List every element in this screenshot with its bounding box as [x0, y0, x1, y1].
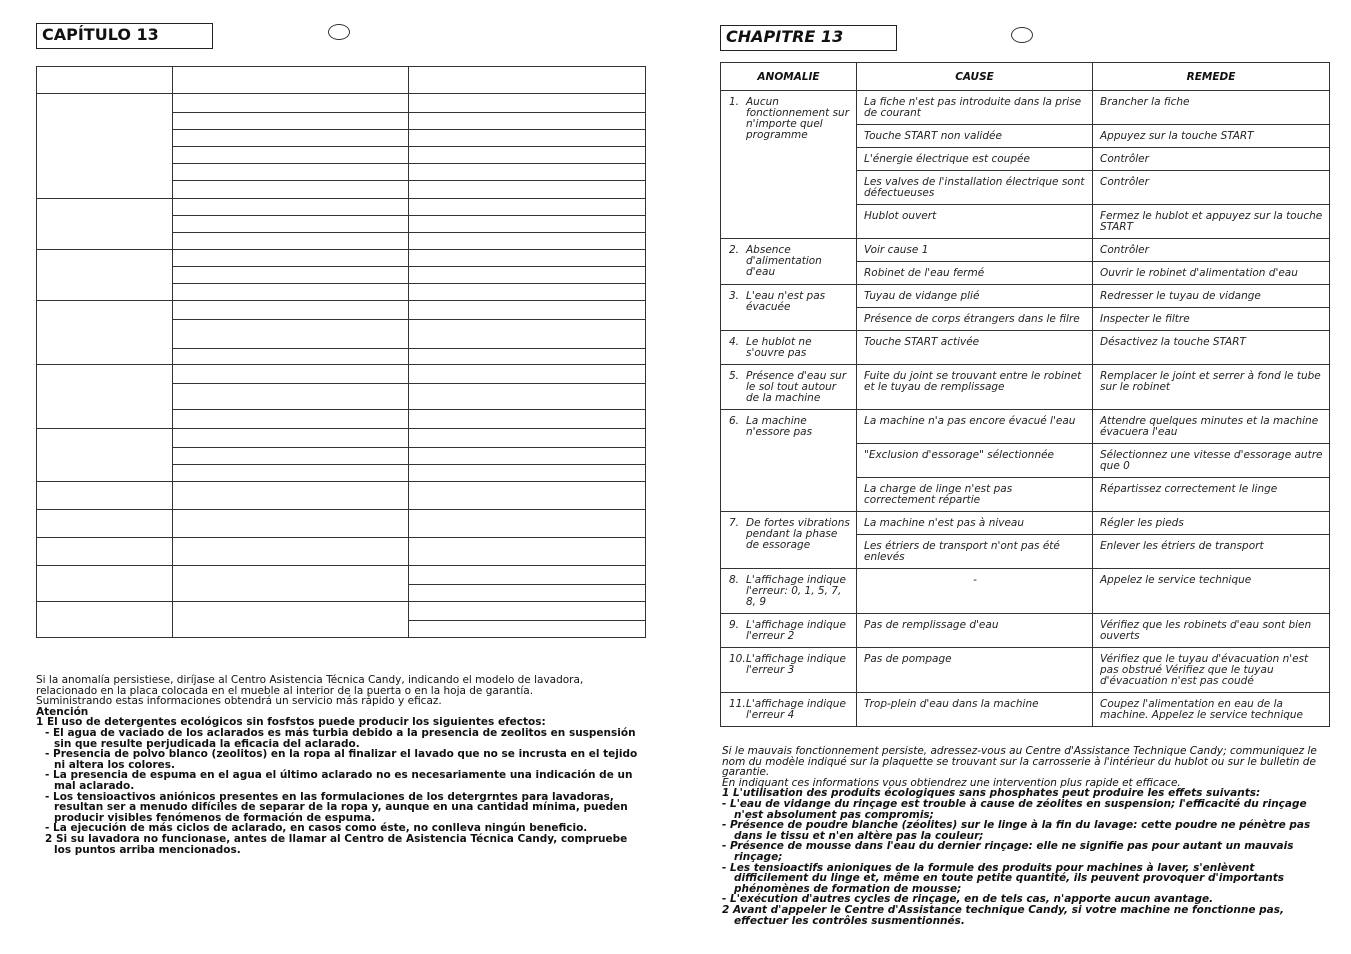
table-row [37, 510, 646, 538]
cause-cell [173, 538, 409, 566]
table-row [721, 648, 1330, 693]
cause-cell [173, 365, 409, 384]
anomaly-number: 6. [729, 415, 740, 427]
table-row [721, 285, 1330, 308]
cause-cell [173, 267, 409, 284]
anomaly-text: L'affichage indique l'erreur: 0, 1, 5, 7, 8, 9 [746, 574, 846, 608]
cause-cell: Présence de corps étrangers dans le filre [857, 308, 1093, 331]
note-point-1: 1 L'utilisation des produits écologiques sans phosphates peut produire les effets suivants: [722, 787, 1261, 800]
notes-fr [722, 746, 1332, 926]
table-row [721, 91, 1330, 125]
anomaly-text: L'affichage indique l'erreur 4 [746, 698, 846, 721]
anomaly-number: 5. [729, 370, 740, 382]
table-row [721, 365, 1330, 410]
cause-cell [173, 349, 409, 365]
table-header-cell [173, 67, 409, 94]
note-bullet-2: - Présence de poudre blanche (zéolites) sur le linge à la fin du lavage: cette poudre ne pénètre pas dans le tissu et n'en altère pas la couleur; [722, 819, 1311, 842]
anomaly-cell [721, 410, 857, 512]
anomaly-text: Le hublot ne s'ouvre pas [746, 336, 812, 359]
note-bullet-1: - L'eau de vidange du rinçage est trouble à cause de zéolites en suspension; l'efficacité du rinçage n'est absolument pas compromis; [722, 797, 1307, 821]
anomaly-text: L'affichage indique l'erreur 2 [746, 619, 846, 642]
anomaly-text: De fortes vibrations pendant la phase de essorage [746, 517, 850, 551]
cause-cell: Touche START non validée [857, 125, 1093, 148]
remedy-cell [409, 365, 646, 384]
table-row [37, 482, 646, 510]
table-row [37, 365, 646, 384]
remedy-cell [409, 429, 646, 448]
anomaly-cell [721, 512, 857, 569]
remedy-cell [409, 465, 646, 482]
remedy-cell: Remplacer le joint et serrer à fond le tube sur le robinet [1093, 365, 1330, 410]
anomaly-cell [37, 94, 173, 199]
table-row [721, 614, 1330, 648]
troubleshooting-table-fr [720, 62, 1330, 727]
remedy-cell [409, 602, 646, 621]
note-bullet-3: - La presencia de espuma en el agua el último aclarado no es necesariamente una indicación de un mal aclarado. [45, 769, 633, 792]
anomaly-cell [721, 239, 857, 285]
remedy-cell [409, 410, 646, 429]
table-row [37, 301, 646, 320]
chapter-title-es: CAPÍTULO 13 [36, 23, 213, 49]
remedy-cell: Ouvrir le robinet d'alimentation d'eau [1093, 262, 1330, 285]
anomaly-number: 7. [729, 517, 740, 529]
remedy-cell [409, 147, 646, 164]
cause-cell: Hublot ouvert [857, 205, 1093, 239]
cause-cell: La charge de linge n'est pas correctement répartie [857, 478, 1093, 512]
remedy-cell: Attendre quelques minutes et la machine évacuera l'eau [1093, 410, 1330, 444]
anomaly-text: Présence d'eau sur le sol tout autour de la machine [746, 370, 847, 404]
remedy-cell [409, 482, 646, 510]
remedy-cell [409, 510, 646, 538]
anomaly-cell [721, 648, 857, 693]
cause-cell [173, 510, 409, 538]
note-bullet-2: - Presencia de polvo blanco (zeolitos) en la ropa al finalizar el lavado que no se incrusta en el tejido ni altera los colores. [45, 748, 638, 771]
cause-cell [173, 147, 409, 164]
anomaly-number: 11. [729, 698, 746, 710]
remedy-cell [409, 585, 646, 602]
anomaly-text: L'eau n'est pas évacuée [746, 290, 826, 313]
anomaly-cell [37, 482, 173, 510]
header-anomalie: ANOMALIE [721, 63, 857, 91]
cause-cell: L'énergie électrique est coupée [857, 148, 1093, 171]
cause-cell: Tuyau de vidange plié [857, 285, 1093, 308]
remedy-cell: Brancher la fiche [1093, 91, 1330, 125]
anomaly-cell [721, 614, 857, 648]
remedy-cell [409, 349, 646, 365]
remedy-cell: Coupez l'alimentation en eau de la machine. Appelez le service technique [1093, 693, 1330, 727]
note-intro-2: En indiquant ces informations vous obtiendrez une intervention plus rapide et efficace. [722, 776, 1181, 789]
header-cause: CAUSE [857, 63, 1093, 91]
remedy-cell [409, 448, 646, 465]
cause-cell: Fuite du joint se trouvant entre le robinet et le tuyau de remplissage [857, 365, 1093, 410]
chapter-title-fr: CHAPITRE 13 [720, 25, 897, 51]
cause-cell: "Exclusion d'essorage" sélectionnée [857, 444, 1093, 478]
remedy-cell: Vérifiez que les robinets d'eau sont bien ouverts [1093, 614, 1330, 648]
cause-cell [173, 113, 409, 130]
remedy-cell [409, 384, 646, 410]
table-row [37, 199, 646, 216]
remedy-cell: Redresser le tuyau de vidange [1093, 285, 1330, 308]
remedy-cell: Inspecter le filtre [1093, 308, 1330, 331]
anomaly-cell [721, 693, 857, 727]
right-page [676, 0, 1351, 954]
remedy-cell: Sélectionnez une vitesse d'essorage autre que 0 [1093, 444, 1330, 478]
remedy-cell: Désactivez la touche START [1093, 331, 1330, 365]
remedy-cell: Régler les pieds [1093, 512, 1330, 535]
note-intro-1: Si le mauvais fonctionnement persiste, adressez-vous au Centre d'Assistance Technique Candy; communiquez le nom du modèle indiqué sur la plaquette se trouvant sur la carrosserie à l'intérieur du hublot ou sur le bulletin de garantie. [722, 745, 1317, 779]
remedy-cell [409, 301, 646, 320]
table-header-cell [37, 67, 173, 94]
cause-cell: Pas de pompage [857, 648, 1093, 693]
remedy-cell [409, 113, 646, 130]
table-row [37, 602, 646, 621]
note-intro-3: Suministrando estas informaciones obtendrá un servicio más rápido y eficaz. [36, 695, 442, 708]
anomaly-number: 1. [729, 96, 740, 108]
anomaly-cell [37, 510, 173, 538]
anomaly-cell [37, 538, 173, 566]
cause-cell [173, 384, 409, 410]
anomaly-cell [37, 365, 173, 429]
anomaly-text: La machine n'essore pas [746, 415, 813, 438]
remedy-cell: Appuyez sur la touche START [1093, 125, 1330, 148]
remedy-cell: Vérifiez que le tuyau d'évacuation n'est pas obstrué Vérifiez que le tuyau d'évacuation n'est pas coudé [1093, 648, 1330, 693]
anomaly-text: L'affichage indique l'erreur 3 [746, 653, 846, 676]
cause-cell: Touche START activée [857, 331, 1093, 365]
remedy-cell [409, 199, 646, 216]
table-row [721, 512, 1330, 535]
anomaly-cell [37, 250, 173, 301]
cause-cell: La fiche n'est pas introduite dans la prise de courant [857, 91, 1093, 125]
anomaly-number: 8. [729, 574, 740, 586]
table-row [37, 538, 646, 566]
table-row [37, 250, 646, 267]
cause-cell [173, 566, 409, 602]
remedy-cell [409, 233, 646, 250]
cause-cell: La machine n'est pas à niveau [857, 512, 1093, 535]
note-point-2: 2 Si su lavadora no funcionase, antes de llamar al Centro de Asistencia Técnica Candy, compruebe los puntos arriba mencionados. [45, 832, 628, 856]
cause-cell [173, 94, 409, 113]
cause-cell [173, 448, 409, 465]
table-row [37, 566, 646, 585]
remedy-cell: Fermez le hublot et appuyez sur la touche START [1093, 205, 1330, 239]
remedy-cell: Contrôler [1093, 239, 1330, 262]
cause-cell [173, 130, 409, 147]
cause-cell: Pas de remplissage d'eau [857, 614, 1093, 648]
cause-cell [173, 233, 409, 250]
remedy-cell [409, 181, 646, 199]
cause-cell: Robinet de l'eau fermé [857, 262, 1093, 285]
cause-cell [173, 482, 409, 510]
remedy-cell [409, 538, 646, 566]
table-row [721, 410, 1330, 444]
anomaly-number: 3. [729, 290, 740, 302]
table-row [721, 239, 1330, 262]
cause-cell: Trop-plein d'eau dans la machine [857, 693, 1093, 727]
cause-cell [173, 164, 409, 181]
table-row [721, 693, 1330, 727]
cause-cell [173, 181, 409, 199]
table-header-row [721, 63, 1330, 91]
remedy-cell [409, 566, 646, 585]
note-bullet-1: - El agua de vaciado de los aclarados es más turbia debido a la presencia de zeolitos en suspensión sin que resulte perjudicada la eficacia del aclarado. [45, 726, 636, 750]
cause-cell: La machine n'a pas encore évacué l'eau [857, 410, 1093, 444]
remedy-cell: Répartissez correctement le linge [1093, 478, 1330, 512]
note-bullet-5: - L'exécution d'autres cycles de rinçage, en de tels cas, n'apporte aucun avantage. [722, 893, 1214, 906]
anomaly-cell [37, 199, 173, 250]
cause-cell: - [857, 569, 1093, 614]
cause-cell [173, 284, 409, 301]
anomaly-cell [721, 569, 857, 614]
remedy-cell: Contrôler [1093, 171, 1330, 205]
note-point-1: 1 El uso de detergentes ecológicos sin fosfstos puede producir los siguientes efectos: [36, 716, 546, 729]
cause-cell [173, 602, 409, 638]
cause-cell [173, 429, 409, 448]
note-bullet-5: - La ejecución de más ciclos de aclarado, en casos como éste, no conlleva ningún beneficio. [45, 822, 588, 835]
table-row [37, 429, 646, 448]
remedy-cell [409, 250, 646, 267]
notes-es [36, 675, 646, 855]
language-badge-es [328, 24, 350, 40]
note-bullet-4: - Los tensioactivos aniónicos presentes en las formulaciones de los detergrntes para lavadoras, resultan ser a menudo difíciles de separar de la ropa y, aunque en una cantidad mínima, pueden producir visibles fenómenos de formación de espuma. [45, 790, 628, 824]
cause-cell [173, 301, 409, 320]
remedy-cell [409, 320, 646, 349]
note-bullet-3: - Présence de mousse dans l'eau du dernier rinçage: elle ne signifie pas pour autant un mauvais rinçage; [722, 840, 1294, 863]
anomaly-cell [37, 301, 173, 365]
remedy-cell: Appelez le service technique [1093, 569, 1330, 614]
anomaly-cell [721, 91, 857, 239]
remedy-cell [409, 164, 646, 181]
note-point-2: 2 Avant d'appeler le Centre d'Assistance technique Candy, si votre machine ne fonctionne pas, effectuer les contrôles susmentionnés. [722, 903, 1284, 927]
remedy-cell [409, 284, 646, 301]
cause-cell [173, 465, 409, 482]
cause-cell [173, 250, 409, 267]
anomaly-text: Absence d'alimentation d'eau [746, 244, 822, 278]
note-attention: Atención [36, 705, 89, 718]
anomaly-cell [721, 331, 857, 365]
cause-cell: Voir cause 1 [857, 239, 1093, 262]
remedy-cell [409, 621, 646, 638]
cause-cell [173, 216, 409, 233]
anomaly-text: Aucun fonctionnement sur n'importe quel programme [746, 96, 850, 141]
anomaly-number: 4. [729, 336, 740, 348]
remedy-cell [409, 94, 646, 113]
anomaly-cell [37, 566, 173, 602]
language-badge-fr [1011, 27, 1033, 43]
table-row [37, 94, 646, 113]
remedy-cell [409, 216, 646, 233]
anomaly-cell [721, 285, 857, 331]
table-header-row [37, 67, 646, 94]
header-remede: REMEDE [1093, 63, 1330, 91]
anomaly-cell [37, 602, 173, 638]
anomaly-cell [721, 365, 857, 410]
cause-cell [173, 199, 409, 216]
remedy-cell [409, 267, 646, 284]
cause-cell: Les étriers de transport n'ont pas été enlevés [857, 535, 1093, 569]
cause-cell: Les valves de l'installation électrique sont défectueuses [857, 171, 1093, 205]
anomaly-number: 10. [729, 653, 746, 665]
note-intro-1: Si la anomalía persistiese, diríjase al Centro Asistencia Técnica Candy, indicando el modelo de lavadora, [36, 674, 584, 686]
anomaly-cell [37, 429, 173, 482]
cause-cell [173, 410, 409, 429]
remedy-cell: Contrôler [1093, 148, 1330, 171]
remedy-cell: Enlever les étriers de transport [1093, 535, 1330, 569]
table-header-cell [409, 67, 646, 94]
remedy-cell [409, 130, 646, 147]
anomaly-number: 2. [729, 244, 740, 256]
note-intro-2: relacionado en la placa colocada en el mueble al interior de la puerta o en la hoja de garantía. [36, 684, 534, 697]
cause-cell [173, 320, 409, 349]
table-row [721, 331, 1330, 365]
table-row [721, 569, 1330, 614]
note-bullet-4: - Les tensioactifs anioniques de la formule des produits pour machines à laver, s'enlèvent difficilement du linge et, même en toute petite quantité, ils peuvent provoquer d'importants phénomènes de formation de mousse; [722, 861, 1285, 895]
anomaly-number: 9. [729, 619, 740, 631]
troubleshooting-table-es [36, 66, 646, 638]
